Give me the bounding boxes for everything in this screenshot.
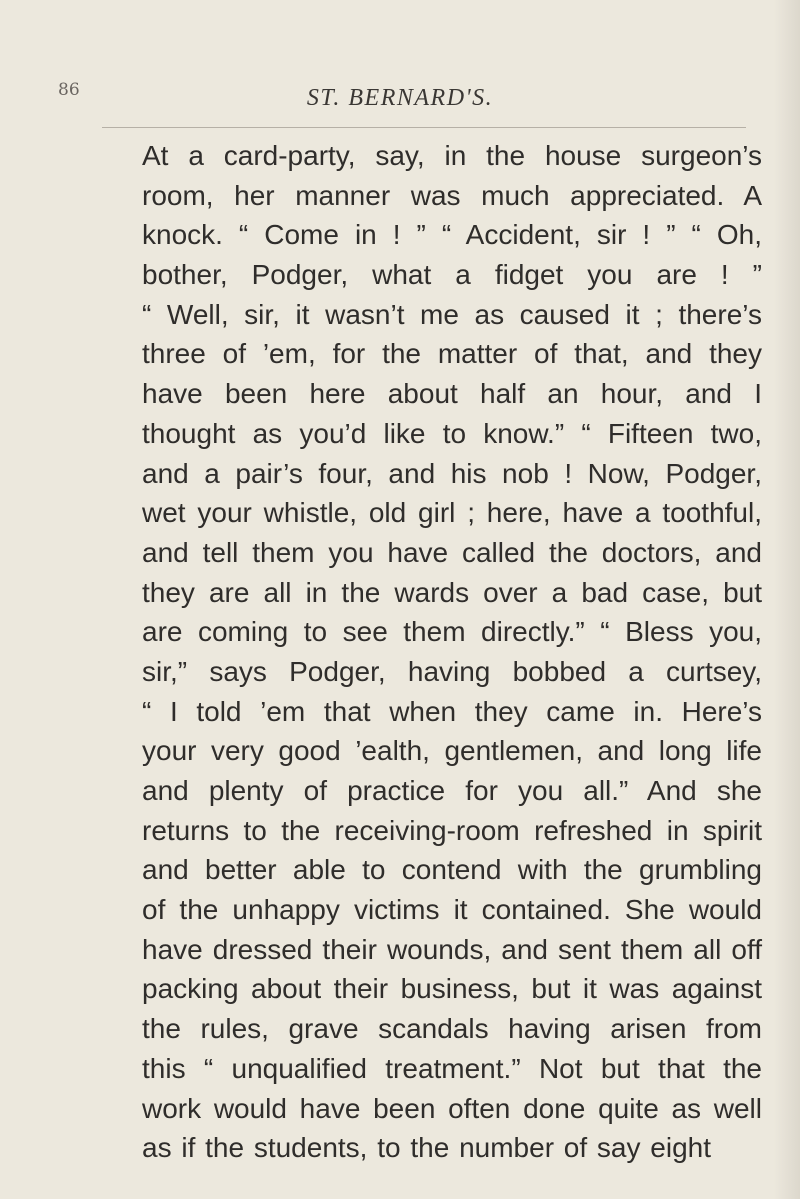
- text-line: this “ unqualified treatment.” Not but that the: [142, 1052, 762, 1084]
- text-line: and better able to contend with the grumbling: [142, 854, 762, 886]
- body-text: [142, 136, 762, 1168]
- page-number: 86: [58, 80, 80, 100]
- text-line: and a pair’s four, and his nob ! Now, Podger,: [142, 457, 762, 489]
- text-line: knock. “ Come in ! ” “ Accident, sir ! ” “ Oh,: [142, 219, 762, 251]
- text-line: three of ’em, for the matter of that, and they: [142, 338, 762, 370]
- running-head: ST. BERNARD'S.: [306, 85, 494, 111]
- text-line: “ Well, sir, it wasn’t me as caused it ; there’s: [142, 298, 762, 330]
- text-line: your very good ’ealth, gentlemen, and long life: [142, 735, 762, 767]
- text-line: packing about their business, but it was against: [142, 973, 762, 1005]
- text-line: the rules, grave scandals having arisen from: [142, 1013, 762, 1045]
- text-line: have been here about half an hour, and I: [142, 378, 762, 410]
- page-edge-shadow: [774, 0, 800, 1199]
- text-line: and plenty of practice for you all.” And she: [142, 775, 762, 806]
- text-line: “ I told ’em that when they came in. Here’s: [142, 695, 762, 727]
- text-line: At a card-party, say, in the house surgeon’s: [142, 140, 762, 171]
- text-line: wet your whistle, old girl ; here, have a toothful,: [142, 497, 762, 529]
- text-line: of the unhappy victims it contained. She would: [142, 894, 762, 926]
- text-line: work would have been often done quite as well: [142, 1092, 762, 1124]
- text-line: room, her manner was much appreciated. A: [142, 179, 762, 211]
- text-line: are coming to see them directly.” “ Bless you,: [142, 616, 762, 648]
- text-line: bother, Podger, what a fidget you are ! ”: [142, 259, 762, 291]
- text-line: returns to the receiving-room refreshed in spirit: [142, 814, 762, 846]
- header-rule: [102, 127, 746, 128]
- text-line: thought as you’d like to know.” “ Fifteen two,: [142, 417, 762, 449]
- text-line: and tell them you have called the doctors, and: [142, 536, 762, 568]
- text-line: have dressed their wounds, and sent them all off: [142, 933, 762, 965]
- text-line: they are all in the wards over a bad case, but: [142, 576, 762, 608]
- text-line: sir,” says Podger, having bobbed a curtsey,: [142, 655, 762, 687]
- text-line: as if the students, to the number of say eight: [142, 1132, 711, 1164]
